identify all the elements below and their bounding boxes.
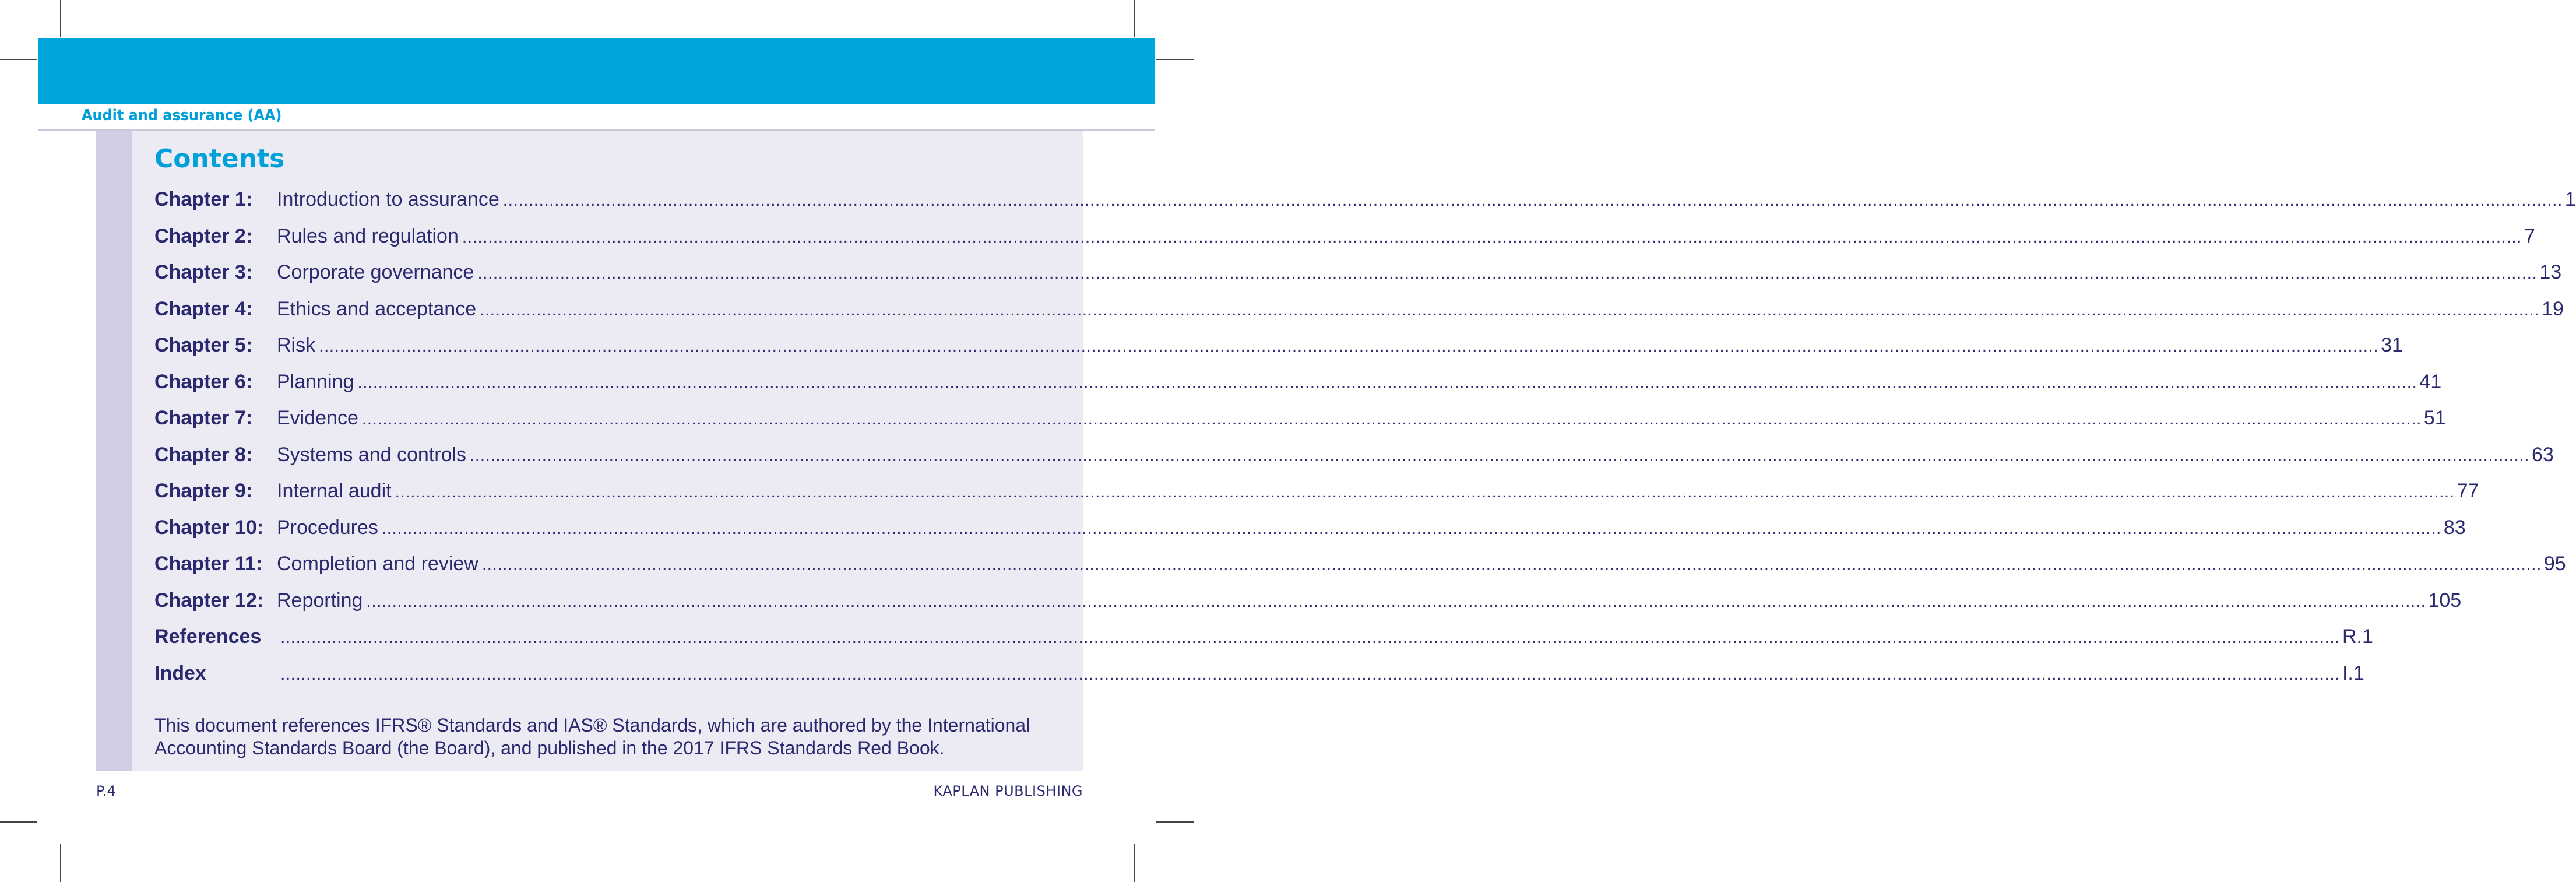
toc-entry[interactable] <box>154 364 2442 400</box>
toc-dot-leader: ................................................................................................................................................................................................................................................................................................................................................................................................................ <box>280 628 2340 647</box>
toc-dot-leader: ................................................................................................................................................................................................................................................................................................................................................................................................................ <box>280 664 2340 684</box>
toc-entry[interactable] <box>154 218 2535 255</box>
toc-entry-title: Systems and controls <box>277 443 467 466</box>
contents-heading: Contents <box>154 144 285 174</box>
toc-dot-leader: ................................................................................................................................................................................................................................................................................................................................................................................................................ <box>502 191 2563 210</box>
toc-dot-leader: ................................................................................................................................................................................................................................................................................................................................................................................................................ <box>477 263 2538 283</box>
toc-dot-leader: ................................................................................................................................................................................................................................................................................................................................................................................................................ <box>480 300 2540 319</box>
crop-mark <box>1134 844 1135 882</box>
toc-dot-leader: ................................................................................................................................................................................................................................................................................................................................................................................................................ <box>319 336 2379 356</box>
toc-entry-label: Chapter 6: <box>154 370 253 393</box>
toc-entry-label: Chapter 12: <box>154 589 264 612</box>
toc-entry-title: Evidence <box>277 407 358 429</box>
toc-entry[interactable] <box>154 546 2566 582</box>
crop-mark <box>1134 0 1135 37</box>
toc-entry-title: Rules and regulation <box>277 224 459 247</box>
toc-entry-page: 19 <box>2542 297 2564 320</box>
toc-entry[interactable] <box>154 473 2479 509</box>
toc-entry-label: Chapter 2: <box>154 224 253 247</box>
toc-entry-page: 31 <box>2381 334 2403 356</box>
toc-dot-leader: ................................................................................................................................................................................................................................................................................................................................................................................................................ <box>361 409 2422 428</box>
toc-entry-page: 1 <box>2564 188 2576 210</box>
toc-entry-label: Chapter 1: <box>154 188 253 210</box>
toc-entry-label: Chapter 9: <box>154 480 253 502</box>
toc-entry-label: Chapter 4: <box>154 297 253 320</box>
header-band <box>38 38 1155 104</box>
toc-entry-page: 13 <box>2539 261 2562 283</box>
toc-entry-label: Index <box>154 662 206 684</box>
standards-note: This document references IFRS® Standards and IAS® Standards, which are authored by the International Accounting Standards Board (the Board), and published in the 2017 IFRS Standards Red Book. <box>154 715 1030 758</box>
toc-entry[interactable] <box>154 582 2462 619</box>
toc-entry-label: References <box>154 626 262 648</box>
book-title: Audit and assurance (AA) <box>82 107 282 124</box>
toc-dot-leader: ................................................................................................................................................................................................................................................................................................................................................................................................................ <box>357 373 2417 392</box>
header-rule <box>38 129 1155 131</box>
toc-entry-title: Corporate governance <box>277 261 474 283</box>
contents-panel <box>96 131 2576 771</box>
toc-entry-page: 77 <box>2457 480 2479 502</box>
toc-entry-title: Ethics and acceptance <box>277 297 477 320</box>
crop-mark <box>0 59 37 60</box>
toc-dot-leader: ................................................................................................................................................................................................................................................................................................................................................................................................................ <box>366 591 2426 611</box>
crop-mark <box>60 0 61 37</box>
toc-entry-page: R.1 <box>2342 626 2373 648</box>
toc-entry-title: Reporting <box>277 589 363 612</box>
toc-entry-label: Chapter 5: <box>154 334 253 356</box>
crop-mark <box>1156 821 1194 823</box>
toc-entry-page: 95 <box>2543 553 2566 575</box>
toc-entry-title: Risk <box>277 334 316 356</box>
publisher-name: KAPLAN PUBLISHING <box>933 783 1083 799</box>
toc-entry-page: 105 <box>2428 589 2462 612</box>
toc-dot-leader: ................................................................................................................................................................................................................................................................................................................................................................................................................ <box>470 445 2530 465</box>
toc-entry-page: 83 <box>2443 516 2466 539</box>
toc-entry-label: Chapter 8: <box>154 443 253 466</box>
toc-entry-page: 7 <box>2524 224 2535 247</box>
toc-entry-page: 51 <box>2423 407 2446 429</box>
toc-entry-title: Introduction to assurance <box>277 188 499 210</box>
toc-entry-label: Chapter 3: <box>154 261 253 283</box>
toc-entry[interactable] <box>154 655 2364 692</box>
crop-mark <box>0 821 37 823</box>
toc-dot-leader: ................................................................................................................................................................................................................................................................................................................................................................................................................ <box>481 555 2542 574</box>
toc-entry-label: Chapter 10: <box>154 516 264 539</box>
toc-entry[interactable] <box>154 327 2403 364</box>
toc-entry[interactable] <box>154 509 2466 546</box>
toc-dot-leader: ................................................................................................................................................................................................................................................................................................................................................................................................................ <box>381 518 2441 538</box>
toc-entry[interactable] <box>154 254 2562 291</box>
toc-entry[interactable] <box>154 181 2576 218</box>
toc-entry-page: 63 <box>2532 443 2554 466</box>
page-number: P.4 <box>96 783 116 799</box>
toc-entry[interactable] <box>154 437 2554 473</box>
crop-mark <box>60 844 61 882</box>
toc-entry-title: Internal audit <box>277 480 392 502</box>
toc-entry-title: Planning <box>277 370 354 393</box>
toc-entry-page: I.1 <box>2342 662 2364 684</box>
table-of-contents <box>154 181 2576 691</box>
crop-mark <box>1156 59 1194 60</box>
toc-entry[interactable] <box>154 291 2564 328</box>
toc-entry[interactable] <box>154 619 2373 655</box>
toc-entry-label: Chapter 11: <box>154 553 263 575</box>
panel-side-strip <box>96 131 132 771</box>
toc-entry-page: 41 <box>2419 370 2442 393</box>
toc-entry-label: Chapter 7: <box>154 407 253 429</box>
toc-dot-leader: ................................................................................................................................................................................................................................................................................................................................................................................................................ <box>395 482 2455 501</box>
toc-entry-title: Procedures <box>277 516 378 539</box>
toc-entry[interactable] <box>154 400 2446 437</box>
toc-dot-leader: ................................................................................................................................................................................................................................................................................................................................................................................................................ <box>462 227 2522 247</box>
toc-entry-title: Completion and review <box>277 553 478 575</box>
